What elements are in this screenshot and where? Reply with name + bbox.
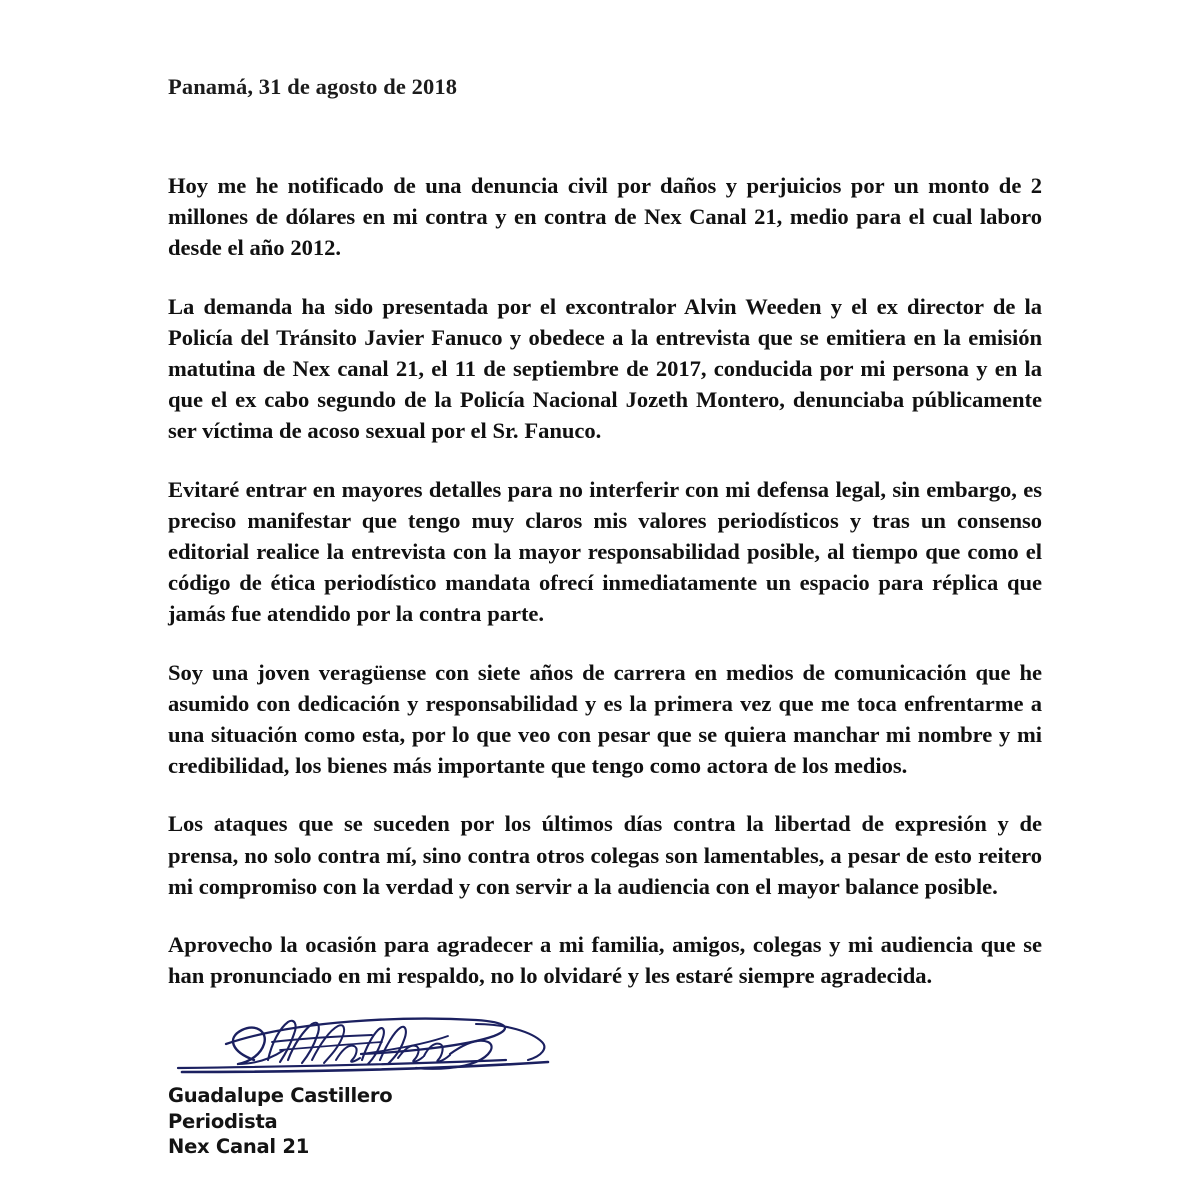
letter-paragraph-6: Aprovecho la ocasión para agradecer a mi familia, amigos, colegas y mi audiencia que se han pronunciado en mi respaldo, no lo olvidaré y les estaré siempre agradecida. [168, 932, 1042, 989]
letter-body [168, 0, 1042, 1014]
letter-paragraph-5: Los ataques que se suceden por los últimos días contra la libertad de expresión y de prensa, no solo contra mí, sino contra otros colegas son lamentables, a pesar de esto reitero mi compromiso con la verdad y con servir a la audiencia con el mayor balance posible. [168, 811, 1042, 899]
signer-role: Periodista [168, 1109, 278, 1133]
letter-paragraph-4: Soy una joven veragüense con siete años de carrera en medios de comunicación que he asumido con dedicación y responsabilidad y es la primera vez que me toca enfrentarme a una situación como esta, por lo que veo con pesar que se quiera manchar mi nombre y mi credibilidad, los bienes más importante que tengo como actora de los medios. [168, 659, 1042, 779]
handwritten-signature-icon [176, 1010, 596, 1082]
signer-name: Guadalupe Castillero [168, 1084, 393, 1107]
letter-paragraph-2: La demanda ha sido presentada por el excontralor Alvin Weeden y el ex director de la Policía del Tránsito Javier Fanuco y obedece a la entrevista que se emitiera en la emisión matutina de Nex canal 21, el 11 de septiembre de 2017, conducida por mi persona y en la que el ex cabo segundo de la Policía Nacional Jozeth Montero, denunciaba públicamente ser víctima de acoso sexual por el Sr. Fanuco. [168, 293, 1042, 444]
signature-block [168, 1010, 728, 1160]
letter-paragraph-1: Hoy me he notificado de una denuncia civil por daños y perjuicios por un monto de 2 millones de dólares en mi contra y en contra de Nex Canal 21, medio para el cual laboro desde el año 2012. [168, 173, 1042, 261]
letter-paragraph-3: Evitaré entrar en mayores detalles para no interferir con mi defensa legal, sin embargo, es preciso manifestar que tengo muy claros mis valores periodísticos y tras un consenso editorial realice la entrevista con la mayor responsabilidad posible, al tiempo que como el código de ética periodístico mandata ofrecí inmediatamente un espacio para réplica que jamás fue atendido por la contra parte. [168, 476, 1042, 627]
signature-svg [176, 1010, 596, 1082]
signer-organization: Nex Canal 21 [168, 1135, 310, 1158]
dateline: Panamá, 31 de agosto de 2018 [168, 74, 458, 99]
